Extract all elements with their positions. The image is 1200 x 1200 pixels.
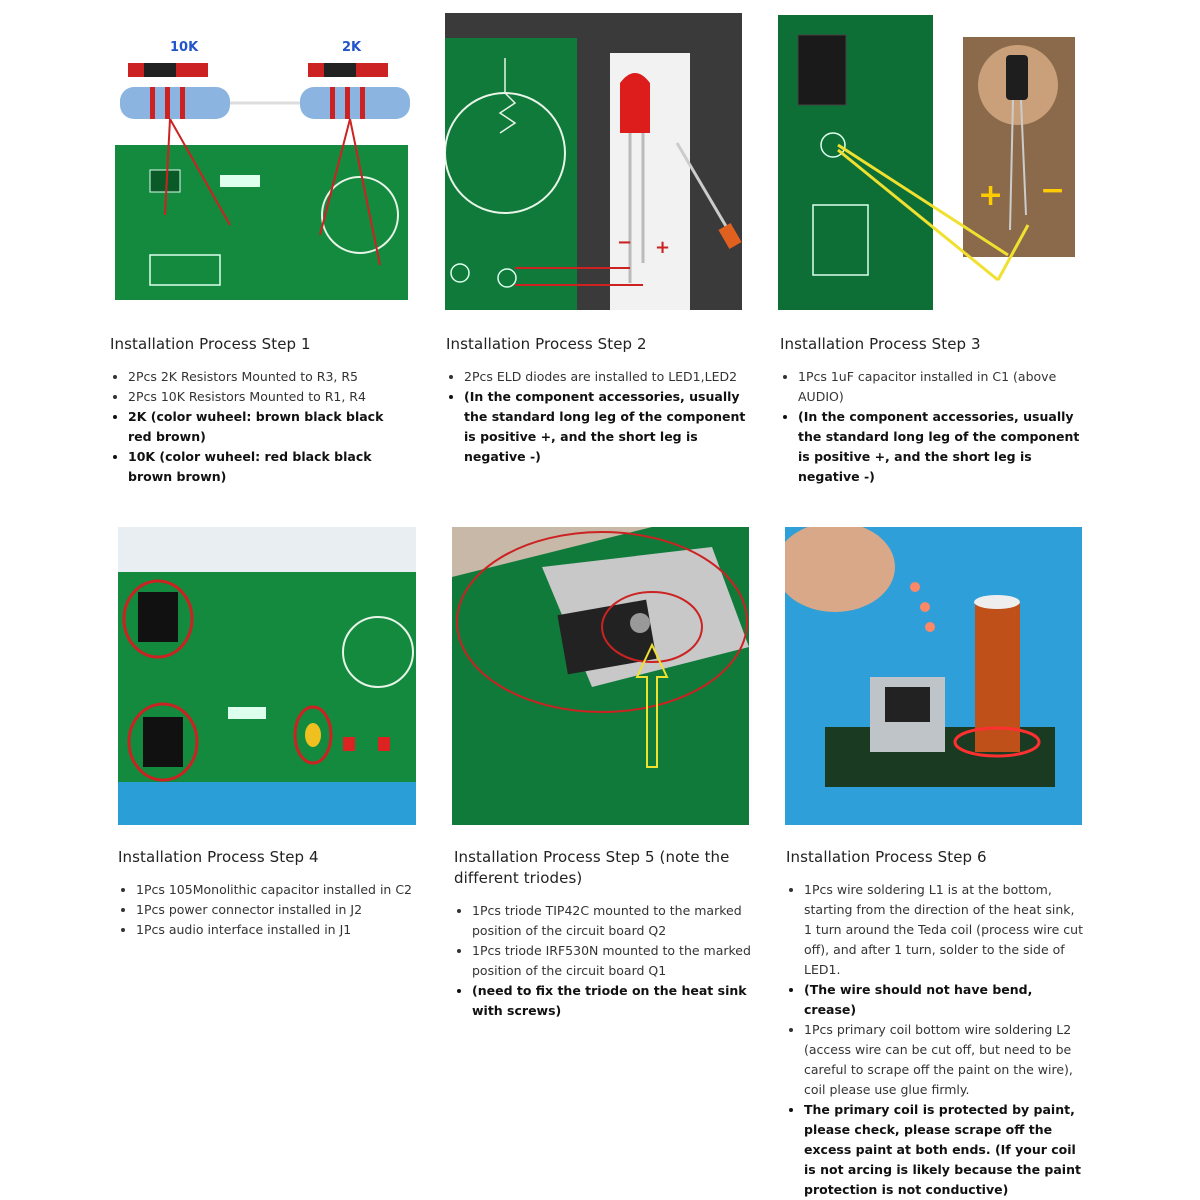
step3-section	[780, 334, 1080, 487]
pcb-board	[115, 145, 408, 300]
list-item: • 2Pcs ELD diodes are installed to LED1,LED2	[464, 367, 746, 387]
resistor-10k	[120, 87, 230, 119]
list-item: • 1Pcs power connector installed in J2	[136, 900, 428, 920]
step4-section	[118, 847, 428, 940]
led-red	[620, 73, 650, 133]
step6-title: Installation Process Step 6	[786, 848, 987, 866]
step1-image	[110, 35, 410, 303]
label-2k: 2K	[342, 40, 362, 55]
step2-led-pcb-photo	[445, 13, 742, 310]
list-item: • The primary coil is protected by paint, please check, please scrape off the excess paint at both ends. (If your coil is not arcing is likely because the paint protection is not conductive)	[804, 1100, 1086, 1200]
audio-interface	[143, 717, 183, 767]
capacitor	[1006, 55, 1028, 100]
step6-section	[786, 847, 1086, 1200]
svg-text:+: +	[978, 178, 1004, 213]
svg-text:+: +	[655, 237, 671, 258]
list-item: • (In the component accessories, usually the standard long leg of the component is positive +, and the short leg is negative -)	[798, 407, 1080, 487]
step1-resistor-pcb-photo	[110, 35, 410, 303]
step3-image	[778, 15, 1078, 310]
step2-image	[445, 13, 742, 310]
step5-title: Installation Process Step 5 (note the different triodes)	[454, 848, 730, 887]
step4-list	[118, 880, 428, 940]
step2-list	[446, 367, 746, 467]
resistor-2k	[300, 87, 410, 119]
list-item: • 1Pcs audio interface installed in J1	[136, 920, 428, 940]
list-item: • 1Pcs 105Monolithic capacitor installed in C2	[136, 880, 428, 900]
step6-list	[786, 880, 1086, 1200]
step5-section	[454, 847, 754, 1021]
step6-tesla-coil-photo	[785, 527, 1082, 825]
step5-triode-heatsink-photo	[452, 527, 749, 825]
step1-list	[110, 367, 410, 487]
step4-image	[118, 527, 416, 825]
list-item: • (The wire should not have bend, crease)	[804, 980, 1086, 1020]
list-item: • 1Pcs primary coil bottom wire soldering L2 (access wire can be cut off, but need to be careful to scrape off the paint on the wire), coil please use glue firmly.	[804, 1020, 1086, 1100]
step1-title: Installation Process Step 1	[110, 335, 311, 353]
list-item: • 1Pcs 1uF capacitor installed in C1 (above AUDIO)	[798, 367, 1080, 407]
list-item: • 2Pcs 2K Resistors Mounted to R3, R5	[128, 367, 410, 387]
list-item: • (need to fix the triode on the heat sink with screws)	[472, 981, 754, 1021]
step2-title: Installation Process Step 2	[446, 335, 647, 353]
step3-title: Installation Process Step 3	[780, 335, 981, 353]
list-item: • 1Pcs triode IRF530N mounted to the marked position of the circuit board Q1	[472, 941, 754, 981]
step6-image	[785, 527, 1082, 825]
step5-image	[452, 527, 749, 825]
svg-text:−: −	[617, 232, 633, 253]
step3-list	[780, 367, 1080, 487]
list-item: • 1Pcs triode TIP42C mounted to the marked position of the circuit board Q2	[472, 901, 754, 941]
list-item: • 1Pcs wire soldering L1 is at the bottom, starting from the direction of the heat sink, 1 turn around the Teda coil (process wire cut off), and after 1 turn, solder to the side of LED1.	[804, 880, 1086, 980]
step4-title: Installation Process Step 4	[118, 848, 319, 866]
label-10k: 10K	[170, 40, 199, 55]
list-item: • 2Pcs 10K Resistors Mounted to R1, R4	[128, 387, 410, 407]
step3-capacitor-pcb-photo	[778, 15, 1078, 310]
monolithic-capacitor	[305, 723, 321, 747]
list-item: • 2K (color wuheel: brown black black red brown)	[128, 407, 410, 447]
step2-section	[446, 334, 746, 467]
list-item: • 10K (color wuheel: red black black brown brown)	[128, 447, 410, 487]
step5-list	[454, 901, 754, 1021]
step4-connector-pcb-photo	[118, 527, 416, 825]
step1-section	[110, 334, 410, 487]
svg-text:−: −	[1040, 173, 1066, 208]
power-connector	[138, 592, 178, 642]
list-item: • (In the component accessories, usually the standard long leg of the component is positive +, and the short leg is negative -)	[464, 387, 746, 467]
